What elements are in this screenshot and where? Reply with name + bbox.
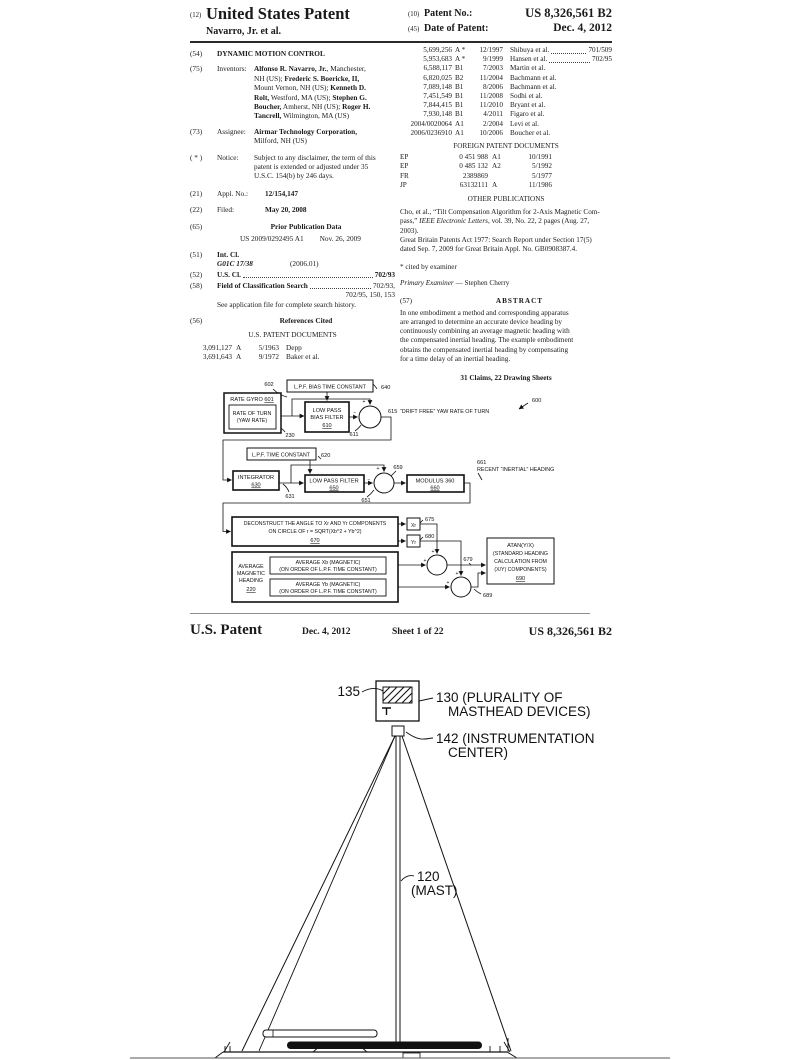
other-publication-2: Great Britain Patents Act 1977: Search Report under Section 17(5) dated Sep. 7, 2009 for Great Britain Appl. No. GB0908387.4. xyxy=(400,235,592,254)
svg-text:651: 651 xyxy=(361,498,371,504)
abstract-heading: (57) ABSTRACT xyxy=(400,296,544,305)
svg-text:679: 679 xyxy=(463,557,473,563)
other-publication-1: Cho, et al., “Tilt Compensation Algorithm for 2-Axis Magnetic Com- pass,” IEEE Electronic Letters, vol. 39, No. 22, 2 pages (Aug. 27, 2003). xyxy=(400,208,600,235)
svg-text:660: 660 xyxy=(430,485,440,492)
sheet-date: Dec. 4, 2012 xyxy=(302,627,351,637)
field-73-assignee: (73) Assignee: Airmar Technology Corporation, Milford, NH (US) xyxy=(190,126,358,146)
field-22-filed: (22) Filed: May 20, 2008 xyxy=(190,205,307,215)
patent-no-label: Patent No.: xyxy=(424,8,473,19)
foreign-documents-table: EP 0 451 988 A1 10/1991 EP 0 485 132 A2 5/1992 FR 2389869 5/1977 JP 63132111 A 11/1986 xyxy=(400,153,552,189)
svg-text:+: + xyxy=(431,549,435,555)
forestay xyxy=(242,736,395,1051)
svg-text:680: 680 xyxy=(425,534,435,540)
sailboat-figure xyxy=(130,650,670,1060)
field-21-appl-no: (21) Appl. No.: 12/154,147 xyxy=(190,188,299,198)
svg-text:690: 690 xyxy=(515,576,526,582)
svg-text:MODULUS 360: MODULUS 360 xyxy=(415,478,455,485)
figure-600-diagram xyxy=(185,372,615,612)
svg-text:MAGNETIC: MAGNETIC xyxy=(237,571,265,577)
svg-text:(STANDARD HEADING: (STANDARD HEADING xyxy=(493,551,548,557)
table-row: 3,091,127 A 5/1963 Depp xyxy=(202,342,302,352)
field-10-number: (10) xyxy=(408,11,420,18)
svg-text:120: 120 xyxy=(417,869,440,884)
field-52-us-cl: (52) U.S. Cl. 702/93 xyxy=(190,270,395,280)
field-54-title: (54) DYNAMIC MOTION CONTROL xyxy=(190,49,325,58)
svg-text:675: 675 xyxy=(425,517,435,523)
inner-forestay xyxy=(259,736,395,1051)
date-of-patent: Dec. 4, 2012 xyxy=(553,22,612,34)
svg-text:(X/Y) COMPONENTS): (X/Y) COMPONENTS) xyxy=(494,567,547,573)
svg-text:Yr: Yr xyxy=(411,540,416,546)
svg-text:142 (INSTRUMENTATION: 142 (INSTRUMENTATION xyxy=(436,731,595,746)
field-notice: ( * ) Notice: Subject to any disclaimer, the term of this patent is extended or adjusted under 35 U.S.C. 154(b) by 246 days. xyxy=(190,152,376,181)
bibliographic-right-column xyxy=(400,46,612,383)
svg-text:(ON ORDER OF L.P.F. TIME CONST: (ON ORDER OF L.P.F. TIME CONSTANT) xyxy=(279,589,377,595)
svg-text:661: 661 xyxy=(477,460,487,466)
svg-text:630: 630 xyxy=(251,482,261,489)
table-row: 3,691,643 A 9/1972 Baker et al. xyxy=(202,352,320,362)
svg-text:Xr: Xr xyxy=(411,523,416,529)
svg-text:611: 611 xyxy=(349,432,359,438)
svg-text:ON CIRCLE OF r = SQRT(Xb^2 + Y: ON CIRCLE OF r = SQRT(Xb^2 + Yb^2) xyxy=(268,529,362,535)
field-75-inventors: (75) Inventors: Alfonso R. Navarro, Jr., Manchester, NH (US); Frederic S. Boericke, II, Mount Vernon, NH (US); Kenneth D. Rolt, Westford, MA (US); Stephen G. Boucher, Amherst, NH (US); Roger H. Tancrell, Wilmington, MA (US) xyxy=(190,64,371,121)
field-58-classification-search: (58) Field of Classification Search 702/93, 702/95, 150, 153 See application file for complete search history. xyxy=(190,280,395,309)
date-of-patent-label: Date of Patent: xyxy=(424,23,489,34)
svg-text:CENTER): CENTER) xyxy=(448,745,508,760)
svg-text:AVERAGE Xb (MAGNETIC): AVERAGE Xb (MAGNETIC) xyxy=(295,560,361,566)
primary-examiner: Primary Examiner — Stephen Cherry xyxy=(400,279,510,288)
abstract-text: In one embodiment a method and corresponding apparatus are arranged to determine an accurate device heading by continuously combining an average magnetic heading with the compensated inertial heading. The example embodiment obtains the compensated inertial heading by compensating for a time delay of an inertial heading. xyxy=(400,308,574,363)
svg-text:L.P.F. BIAS TIME CONSTANT: L.P.F. BIAS TIME CONSTANT xyxy=(294,384,366,391)
svg-text:640: 640 xyxy=(381,385,391,391)
svg-text:602: 602 xyxy=(264,382,274,388)
svg-text:(YAW RATE): (YAW RATE) xyxy=(236,418,268,424)
sheet-us-patent: U.S. Patent xyxy=(190,622,263,638)
sheet-patent-number: US 8,326,561 B2 xyxy=(528,624,612,638)
svg-text:+: + xyxy=(455,571,459,577)
boom xyxy=(287,1042,482,1050)
svg-text:BIAS FILTER: BIAS FILTER xyxy=(310,415,344,421)
cockpit-box xyxy=(403,1053,420,1058)
field-65-prior-publication: (65) Prior Publication Data US 2009/0292495 A1 Nov. 26, 2009 xyxy=(190,221,361,244)
svg-text:LOW PASS FILTER: LOW PASS FILTER xyxy=(309,478,359,485)
sheet-number: Sheet 1 of 22 xyxy=(392,627,444,637)
svg-text:ATAN(Y/X): ATAN(Y/X) xyxy=(507,543,534,549)
field-12-number: (12) xyxy=(190,12,202,19)
svg-text:689: 689 xyxy=(483,593,493,599)
mast xyxy=(396,736,400,1047)
claims-summary: 31 Claims, 22 Drawing Sheets xyxy=(460,374,552,383)
svg-text:AVERAGE Yb (MAGNETIC): AVERAGE Yb (MAGNETIC) xyxy=(295,582,361,588)
svg-text:−: − xyxy=(367,477,371,483)
page-title: United States Patent xyxy=(206,4,350,23)
svg-text:(MAST): (MAST) xyxy=(411,883,458,898)
svg-text:DECONSTRUCT THE ANGLE TO Xr AN: DECONSTRUCT THE ANGLE TO Xr AND Yr COMPONENTS xyxy=(243,521,387,527)
lower-spar xyxy=(263,1030,377,1037)
svg-text:+: + xyxy=(446,580,450,586)
patent-number: US 8,326,561 B2 xyxy=(525,6,612,20)
svg-text:130 (PLURALITY OF: 130 (PLURALITY OF xyxy=(436,690,563,705)
svg-text:600: 600 xyxy=(532,398,542,404)
bibliographic-left-column xyxy=(190,49,395,362)
svg-text:INTEGRATOR: INTEGRATOR xyxy=(237,475,275,481)
svg-text:CALCULATION FROM: CALCULATION FROM xyxy=(494,559,547,565)
svg-text:631: 631 xyxy=(285,494,295,500)
field-56-references: (56) References Cited U.S. PATENT DOCUMENTS 3,091,127 A 5/1963 Depp 3,691,643 A 9/1972 Baker et al. xyxy=(190,316,395,362)
cited-by-examiner-note: * cited by examiner xyxy=(400,263,457,272)
header-rule xyxy=(190,41,612,43)
svg-text:615: 615 xyxy=(388,409,398,415)
field-51-int-cl: (51) Int. Cl. G01C 17/38 (2006.01) xyxy=(190,249,319,268)
svg-text:RATE GYRO 601: RATE GYRO 601 xyxy=(230,397,274,403)
svg-text:(ON ORDER OF L.P.F. TIME CONST: (ON ORDER OF L.P.F. TIME CONSTANT) xyxy=(279,567,377,573)
field-45-number: (45) xyxy=(408,26,420,33)
svg-text:MASTHEAD DEVICES): MASTHEAD DEVICES) xyxy=(448,704,591,719)
svg-text:+: + xyxy=(362,399,366,405)
svg-text:+: + xyxy=(423,558,427,564)
svg-text:RATE OF TURN: RATE OF TURN xyxy=(232,411,272,417)
svg-text:HEADING: HEADING xyxy=(238,578,264,584)
other-publications-heading: OTHER PUBLICATIONS xyxy=(467,195,545,204)
inventor-byline: Navarro, Jr. et al. xyxy=(206,26,281,37)
svg-text:L.P.F. TIME CONSTANT: L.P.F. TIME CONSTANT xyxy=(251,452,311,459)
instrumentation-center-box xyxy=(392,726,404,736)
svg-text:AVERAGE: AVERAGE xyxy=(238,564,264,570)
svg-text:610: 610 xyxy=(322,423,332,429)
foreign-documents-heading: FOREIGN PATENT DOCUMENTS xyxy=(453,142,559,151)
us-references-table: 5,699,256 A * 12/1997 Shibuya et al. 701/509 5,953,683 A * 9/1999 Hansen et al. 702/95 6,588,117 B1 7/2003 Martin et al. 6,820,025 B2 11/2004 Bachmann et al. 7,089,148 B1 8/2006 Bachmann et al. 7,451,549 B1 11/2008 Sodhi et al. 7,844,415 B1 11/2010 Bryant et al. 7,930,148 B1 4/2011 Figaro et al. 2004/0020064 A1 2/2004 Levi et al. 2006/0236910 A1 10/2006 Boucher et al. xyxy=(410,46,612,137)
page-divider xyxy=(190,613,590,614)
svg-text:650: 650 xyxy=(329,485,339,492)
svg-text:LOW PASS: LOW PASS xyxy=(312,408,342,414)
svg-text:670: 670 xyxy=(310,538,320,544)
svg-text:+: + xyxy=(376,466,380,472)
svg-text:“DRIFT FREE” YAW RATE OF TURN: “DRIFT FREE” YAW RATE OF TURN xyxy=(400,409,490,415)
svg-text:−: − xyxy=(353,410,357,416)
svg-text:620: 620 xyxy=(321,453,331,459)
svg-text:659: 659 xyxy=(393,465,403,471)
svg-text:220: 220 xyxy=(246,587,256,593)
svg-text:135: 135 xyxy=(337,684,360,699)
svg-text:RECENT “INERTIAL” HEADING: RECENT “INERTIAL” HEADING xyxy=(477,467,555,473)
svg-text:230: 230 xyxy=(285,433,295,439)
